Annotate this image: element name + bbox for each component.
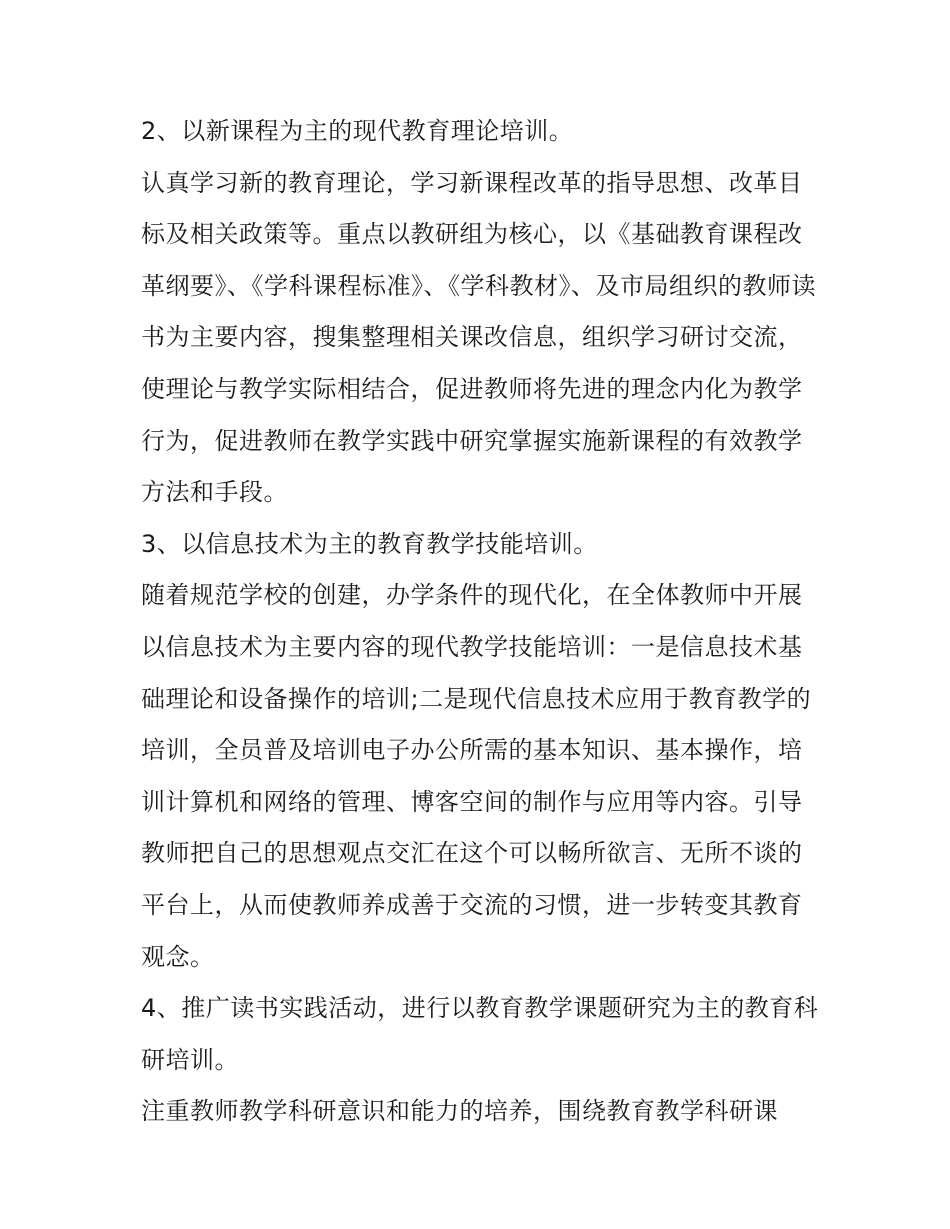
section-heading-3: 3、以信息技术为主的教育教学技能培训。 [141,529,598,558]
section-heading-4: 4、推广读书实践活动，进行以教育教学课题研究为主的教育科研培训。 [141,994,819,1074]
section-body-2: 认真学习新的教育理论，学习新课程改革的指导思想、改革目标及相关政策等。重点以教研组为核心，以《基础教育课程改革纲要》、《学科课程标准》、《学科教材》、及市局组织的教师读书为主要内容，搜集整理相关课改信息，组织学习研讨交流，使理论与教学实际相结合，促进教师将先进的理念内化为教学行为，促进教师在教学实践中研究掌握实施新课程的有效教学方法和手段。 [141,168,816,507]
section-heading-2: 2、以新课程为主的现代教育理论培训。 [141,117,574,145]
section-body-3: 随着规范学校的创建，办学条件的现代化，在全体教师中开展以信息技术为主要内容的现代教学技能培训：一是信息技术基础理论和设备操作的培训;二是现代信息技术应用于教育教学的培训，全员普及培训电子办公所需的基本知识、基本操作，培训计算机和网络的管理、博客空间的制作与应用等内容。引导教师把自己的思想观点交汇在这个可以畅所欲言、无所不谈的平台上，从而使教师养成善于交流的习惯，进一步转变其教育观念。 [141,581,812,971]
document-body [141,106,821,1138]
section-body-4: 注重教师教学科研意识和能力的培养，围绕教育教学科研课 [141,1097,778,1126]
